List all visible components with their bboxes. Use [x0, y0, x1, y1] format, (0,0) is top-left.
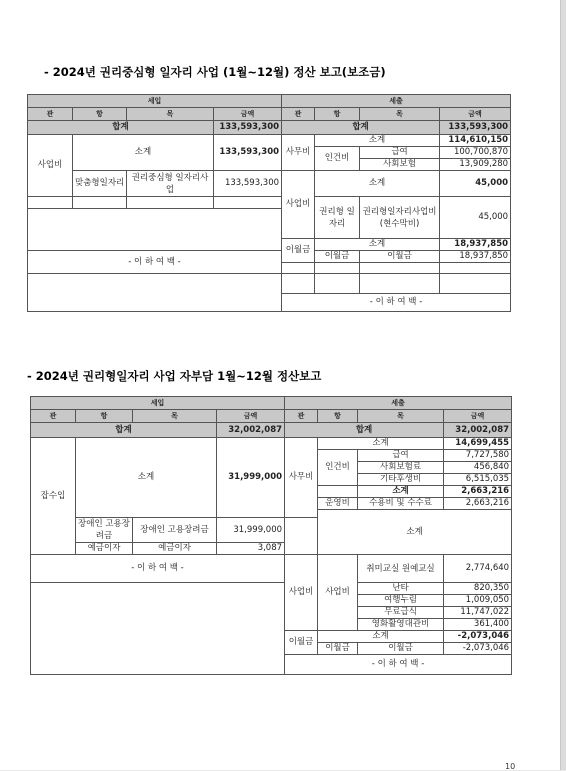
income-hang: 맞춤형일자리 [73, 171, 127, 197]
office-subtotal: 14,699,455 [444, 438, 512, 450]
carryover-amount: -2,073,046 [444, 643, 512, 655]
col-hang: 항 [73, 108, 127, 121]
col-mok: 목 [127, 108, 214, 121]
expense-gwan-carryover: 이월금 [285, 631, 318, 655]
carryover-hang: 이월금 [315, 251, 360, 263]
expense-header: 세출 [282, 95, 511, 108]
program-hang: 사업비 [318, 555, 358, 631]
col-mok: 목 [358, 410, 444, 423]
page-number: 10 [505, 762, 516, 771]
carryover-mok: 이월금 [358, 643, 444, 655]
col-mok: 목 [133, 410, 217, 423]
subsidy-settlement-table [27, 94, 511, 312]
col-hang: 항 [315, 108, 360, 121]
personnel-hang: 인건비 [315, 147, 360, 171]
expense-mok: 급여 [360, 147, 440, 159]
program-subtotal-label: 소계 [315, 171, 440, 197]
expense-amount: 2,774,640 [444, 555, 512, 583]
income-hang: 예금이자 [76, 543, 133, 555]
carryover-subtotal-label: 소계 [315, 239, 440, 251]
carryover-subtotal: 18,937,850 [440, 239, 511, 251]
expense-mok: 급여 [358, 450, 444, 462]
income-subtotal-label: 소계 [76, 438, 217, 518]
expense-mok: 사회보험 [360, 159, 440, 171]
expense-amount: 361,400 [444, 619, 512, 631]
income-total: 32,002,087 [217, 423, 285, 438]
income-total: 133,593,300 [214, 121, 282, 135]
expense-amount: 11,747,022 [444, 607, 512, 619]
col-gwan: 관 [285, 410, 318, 423]
report-title-subsidy: - 2024년 권리중심형 일자리 사업 (1월~12월) 정산 보고(보조금) [44, 65, 386, 79]
col-mok: 목 [360, 108, 440, 121]
income-gwan: 잡수입 [31, 438, 76, 555]
expense-gwan-office: 사무비 [285, 438, 318, 518]
expense-total-label: 합계 [285, 423, 444, 438]
carryover-mok: 이월금 [360, 251, 440, 263]
income-blank-note: - 이 하 여 백 - [31, 555, 285, 583]
expense-gwan-program: 사업비 [282, 171, 315, 239]
operating-subtotal: 2,663,216 [444, 486, 512, 498]
expense-amount: 820,350 [444, 583, 512, 595]
expense-blank-note: - 이 하 여 백 - [282, 294, 511, 312]
col-amount: 금액 [444, 410, 512, 423]
report-title-selfpay: - 2024년 권리형일자리 사업 자부담 1월~12월 정산보고 [27, 369, 322, 383]
expense-mok: 영화활영대관비 [358, 619, 444, 631]
expense-mok: 난타 [358, 583, 444, 595]
expense-header: 세출 [285, 397, 512, 410]
income-mok: 예금이자 [133, 543, 217, 555]
expense-amount: 1,009,050 [444, 595, 512, 607]
col-amount: 금액 [214, 108, 282, 121]
income-total-label: 합계 [28, 121, 214, 135]
expense-total: 32,002,087 [444, 423, 512, 438]
income-header: 세입 [31, 397, 285, 410]
col-gwan: 관 [31, 410, 76, 423]
expense-mok: 취미교실 원예교실 [358, 555, 444, 583]
expense-total-label: 합계 [282, 121, 440, 135]
expense-blank-note: - 이 하 여 백 - [285, 655, 512, 675]
expense-mok: 무료급식 [358, 607, 444, 619]
expense-mok: 기타후생비 [358, 474, 444, 486]
income-subtotal: 133,593,300 [214, 135, 282, 171]
col-amount: 금액 [440, 108, 511, 121]
program-subtotal-label: 소계 [318, 510, 512, 555]
income-header: 세입 [28, 95, 282, 108]
income-gwan: 사업비 [28, 135, 73, 197]
program-hang: 권리형 일자리 [315, 197, 360, 239]
income-subtotal-label: 소계 [73, 135, 214, 171]
carryover-subtotal-label: 소계 [318, 631, 444, 643]
program-mok: 권리형일자리사업비 (현수막비) [360, 197, 440, 239]
expense-amount: 100,700,870 [440, 147, 511, 159]
program-subtotal: 45,000 [440, 171, 511, 197]
operating-subtotal-label: 소계 [358, 486, 444, 498]
office-subtotal-label: 소계 [318, 438, 444, 450]
expense-mok: 사회보험료 [358, 462, 444, 474]
income-amount: 133,593,300 [214, 171, 282, 197]
col-amount: 금액 [217, 410, 285, 423]
expense-amount: 13,909,280 [440, 159, 511, 171]
income-amount: 31,999,000 [217, 518, 285, 543]
operating-mok: 수용비 및 수수료 [358, 498, 444, 510]
operating-amount: 2,663,216 [444, 498, 512, 510]
income-subtotal: 31,999,000 [217, 438, 285, 518]
income-blank-note: - 이 하 여 백 - [28, 251, 282, 274]
expense-amount: 6,515,035 [444, 474, 512, 486]
personnel-hang: 인건비 [318, 450, 358, 486]
income-mok: 장애인 고용장려금 [133, 518, 217, 543]
carryover-subtotal: -2,073,046 [444, 631, 512, 643]
income-total-label: 합계 [31, 423, 217, 438]
expense-gwan-program: 사업비 [285, 555, 318, 631]
col-hang: 항 [318, 410, 358, 423]
office-subtotal-label: 소계 [315, 135, 440, 147]
expense-gwan-carryover: 이월금 [282, 239, 315, 263]
office-subtotal: 114,610,150 [440, 135, 511, 147]
selfpay-settlement-table [30, 396, 512, 675]
carryover-hang: 이월금 [318, 643, 358, 655]
income-hang: 장애인 고용장려금 [76, 518, 133, 543]
income-mok: 권리중심형 일자리사업 [127, 171, 214, 197]
col-gwan: 관 [282, 108, 315, 121]
col-hang: 항 [76, 410, 133, 423]
carryover-amount: 18,937,850 [440, 251, 511, 263]
expense-amount: 456,840 [444, 462, 512, 474]
income-amount: 3,087 [217, 543, 285, 555]
page-edge [560, 0, 566, 770]
expense-mok: 여행누림 [358, 595, 444, 607]
col-gwan: 관 [28, 108, 73, 121]
program-amount: 45,000 [440, 197, 511, 239]
expense-gwan-office: 사무비 [282, 135, 315, 171]
expense-amount: 7,727,580 [444, 450, 512, 462]
operating-hang: 운영비 [318, 498, 358, 510]
expense-total: 133,593,300 [440, 121, 511, 135]
